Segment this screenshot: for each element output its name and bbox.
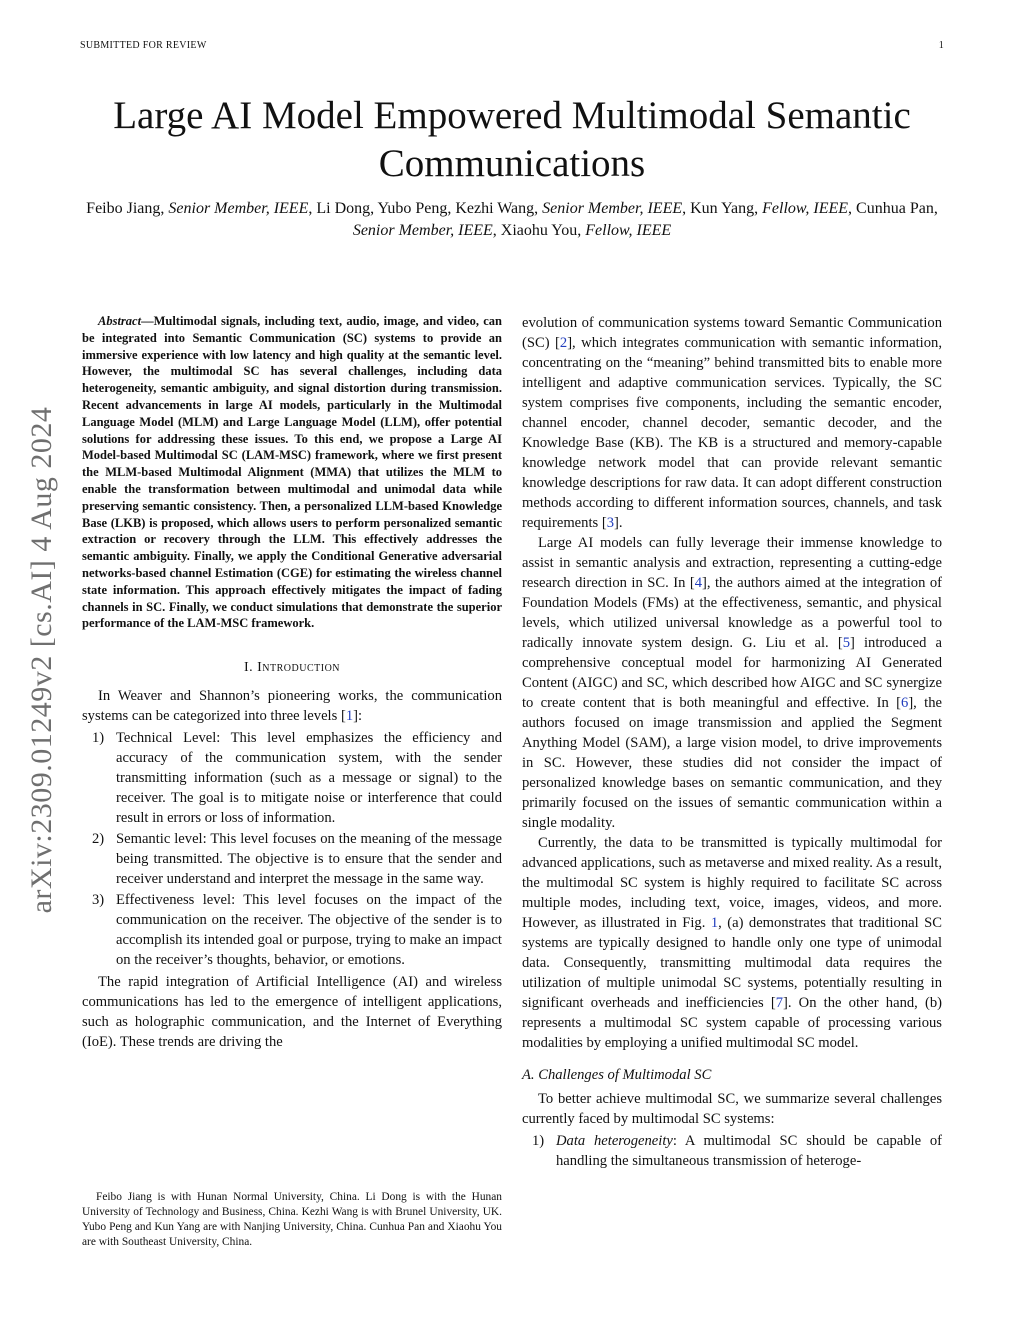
author-role: Fellow, IEEE xyxy=(762,200,849,217)
running-head-left: SUBMITTED FOR REVIEW xyxy=(80,40,207,51)
list-item-text: Technical Level: This level emphasizes the efficiency and accuracy of the communication system, with the sender transmitting information (such as a message or signal) to the receiver. The goal is to mitigate noise or interference that could result in errors or loss of information. xyxy=(116,730,502,827)
list-item xyxy=(82,829,502,889)
running-head xyxy=(80,40,944,51)
list-item-text: Semantic level: This level focuses on the meaning of the message being transmitted. The objective is to ensure that the sender and receiver understand and interpret the message in the same way. xyxy=(116,831,502,888)
paragraph-text: ] introduced a comprehensive conceptual model for harmonizing AI Generated Content (AIGC) and SC, which described how AIGC and SC synergize to create content that is both meaningful and effective. In [ xyxy=(522,635,942,711)
author-text: Feibo Jiang, xyxy=(86,200,169,217)
abstract-label: Abstract xyxy=(98,314,142,328)
list-number: 2) xyxy=(92,831,105,848)
intro-paragraph-1 xyxy=(82,686,502,726)
author-text: , Cunhua Pan, xyxy=(848,200,938,217)
page-number: 1 xyxy=(938,40,944,51)
list-item-label: Data heterogeneity xyxy=(556,1133,673,1149)
paragraph-text: ], the authors aimed at the integration of Foundation Models (FMs) at the effectiveness, semantic, and physical levels, which utilized universal knowledge as a powerful tool to radically innovate system design. G. Liu et al. [ xyxy=(522,575,942,651)
challenges-list xyxy=(522,1131,942,1171)
affiliation-footnote: Feibo Jiang is with Hunan Normal University, China. Li Dong is with the Hunan University of Technology and Business, China. Kezhi Wang is with Brunel University, UK. Yubo Peng and Kun Yang are with Nanjing University, China. Cunhua Pan and Xiaohu You are with Southeast University, China. xyxy=(82,1191,502,1248)
paper-title xyxy=(60,92,964,188)
section-heading-introduction xyxy=(82,658,502,678)
paragraph-text: evolution of communication systems toward Semantic Communication (SC) [ xyxy=(522,315,942,351)
citation-link[interactable]: 6 xyxy=(901,695,909,711)
abstract xyxy=(82,313,502,632)
citation-link[interactable]: 7 xyxy=(775,995,783,1011)
right-paragraph-3 xyxy=(522,833,942,1053)
communication-levels-list xyxy=(82,728,502,970)
author-text: , Xiaohu You, xyxy=(492,222,586,239)
right-paragraph-1 xyxy=(522,313,942,533)
paragraph-text: In Weaver and Shannon’s pioneering works, the communication systems can be categorized into three levels [ xyxy=(82,688,502,725)
citation-link[interactable]: 4 xyxy=(694,575,702,591)
list-item-text: : A multimodal SC should be capable of handling the simultaneous transmission of heteroge- xyxy=(556,1133,942,1169)
citation-link[interactable]: 2 xyxy=(559,335,568,351)
intro-paragraph-2: The rapid integration of Artificial Intelligence (AI) and wireless communications has led to the emergence of intelligent applications, such as holographic communication, and the Internet of Everything (IoE). These trends are driving the xyxy=(82,974,502,1051)
section-number: I. xyxy=(243,660,258,676)
figure-link[interactable]: 1 xyxy=(710,915,719,931)
right-column xyxy=(522,313,942,1173)
arxiv-stamp xyxy=(22,370,62,950)
paragraph-text: ], which integrates communication with semantic information, concentrating on the “meaning” behind transmitted bits to enable more intelligent and adaptive communication services. Typically, the SC system comprises five components, including the semantic encoder, channel encoder, channel decoder, semantic decoder, and the Knowledge Base (KB). The KB is a structured and memory-capable knowledge network model that can provide relevant semantic knowledge descriptions for raw data. It can adopt different construction methods according to different information sources, channels, and task requirements [ xyxy=(522,335,942,531)
left-column xyxy=(82,313,502,1052)
list-item-text: Effectiveness level: This level focuses on the impact of the communication on the receiver. The objective of the sender is to accomplish its intended goal or purpose, trying to make an impact on the receiver’s thoughts, behavior, or emotions. xyxy=(116,892,502,969)
right-paragraph-2 xyxy=(522,533,942,833)
paragraph-text: , (a) demonstrates that traditional SC systems are typically designed to handle only one type of unimodal data. Consequently, transmitting multimodal data requires the utilization of multiple unimodal SC systems, potentially resulting in significant overheads and inefficiencies [ xyxy=(522,915,942,1011)
paragraph-text: ]. xyxy=(614,515,623,531)
title-line-1: Large AI Model Empowered Multimodal Semantic xyxy=(113,94,911,137)
abstract-text: —Multimodal signals, including text, audio, image, and video, can be integrated into Semantic Communication (SC) systems to provide an immersive experience with low latency and high quality at the semantic level. However, the multimodal SC has several challenges, including data heterogeneity, semantic ambiguity, and signal distortion during transmission. Recent advancements in large AI models, particularly in the Multimodal Language Model (MLM) and Large Language Model (LLM), offer potential solutions for addressing these issues. To this end, we propose a Large AI Model-based Multimodal SC (LAM-MSC) framework, where we first present the MLM-based Multimodal Alignment (MMA) that utilizes the MLM to enable the transformation between multimodal and unimodal data while preserving semantic consistency. Then, a personalized LLM-based Knowledge Base (LKB) is proposed, which allows users to perform personalized semantic extraction or recovery through the LLM. This effectively addresses the semantic ambiguity. Finally, we apply the Conditional Generative adversarial networks-based channel Estimation (CGE) for estimating the wireless channel state information. This approach effectively mitigates the impact of fading channels in SC. Finally, we conduct simulations that demonstrate the superior performance of the LAM-MSC framework. xyxy=(82,314,502,631)
section-title-text: Introduction xyxy=(257,660,341,676)
author-role: Senior Member, IEEE xyxy=(542,200,683,217)
paragraph-text: Large AI models can fully leverage their immense knowledge to assist in semantic analysis and extraction, representing a cutting-edge research direction in SC. In [ xyxy=(522,535,942,591)
author-role: Senior Member, IEEE xyxy=(352,222,493,239)
list-item xyxy=(522,1131,942,1171)
list-number: 1) xyxy=(92,730,105,747)
paragraph-text: ], the authors focused on image transmission and applied the Segment Anything Model (SAM), a large vision model, to drive improvements in SC. However, these studies did not consider the impact of personalized knowledge bases on semantic communication, and they primarily focused on the issues of semantic communication within a single modality. xyxy=(522,695,942,831)
paragraph-text: Currently, the data to be transmitted is typically multimodal for advanced applications, such as metaverse and mixed reality. As a result, the multimodal SC system is highly required to facilitate SC across multiple modes, including text, voice, images, videos, and more. However, as illustrated in Fig. xyxy=(522,835,942,931)
list-number: 1) xyxy=(532,1133,545,1149)
citation-link[interactable]: 1 xyxy=(345,708,354,725)
paragraph-text: ]: xyxy=(353,708,363,725)
arxiv-identifier: arXiv:2309.01249v2 [cs.AI] 4 Aug 2024 xyxy=(25,406,58,914)
list-item xyxy=(82,890,502,970)
title-line-2: Communications xyxy=(378,142,646,185)
paragraph-text: ]. On the other hand, (b) represents a multimodal SC system capable of processing various modalities by employing a unified multimodal SC model. xyxy=(522,995,942,1051)
author-role: Senior Member, IEEE xyxy=(168,200,309,217)
subsection-heading: A. Challenges of Multimodal SC xyxy=(522,1067,712,1083)
citation-link[interactable]: 3 xyxy=(606,515,614,531)
author-text: , Li Dong, Yubo Peng, Kezhi Wang, xyxy=(308,200,543,217)
right-paragraph-4: To better achieve multimodal SC, we summarize several challenges currently faced by multimodal SC systems: xyxy=(522,1091,942,1127)
author-list xyxy=(70,198,954,242)
author-text: , Kun Yang, xyxy=(682,200,763,217)
citation-link[interactable]: 5 xyxy=(842,635,850,651)
author-role: Fellow, IEEE xyxy=(585,222,672,239)
list-number: 3) xyxy=(92,892,105,909)
list-item xyxy=(82,728,502,828)
